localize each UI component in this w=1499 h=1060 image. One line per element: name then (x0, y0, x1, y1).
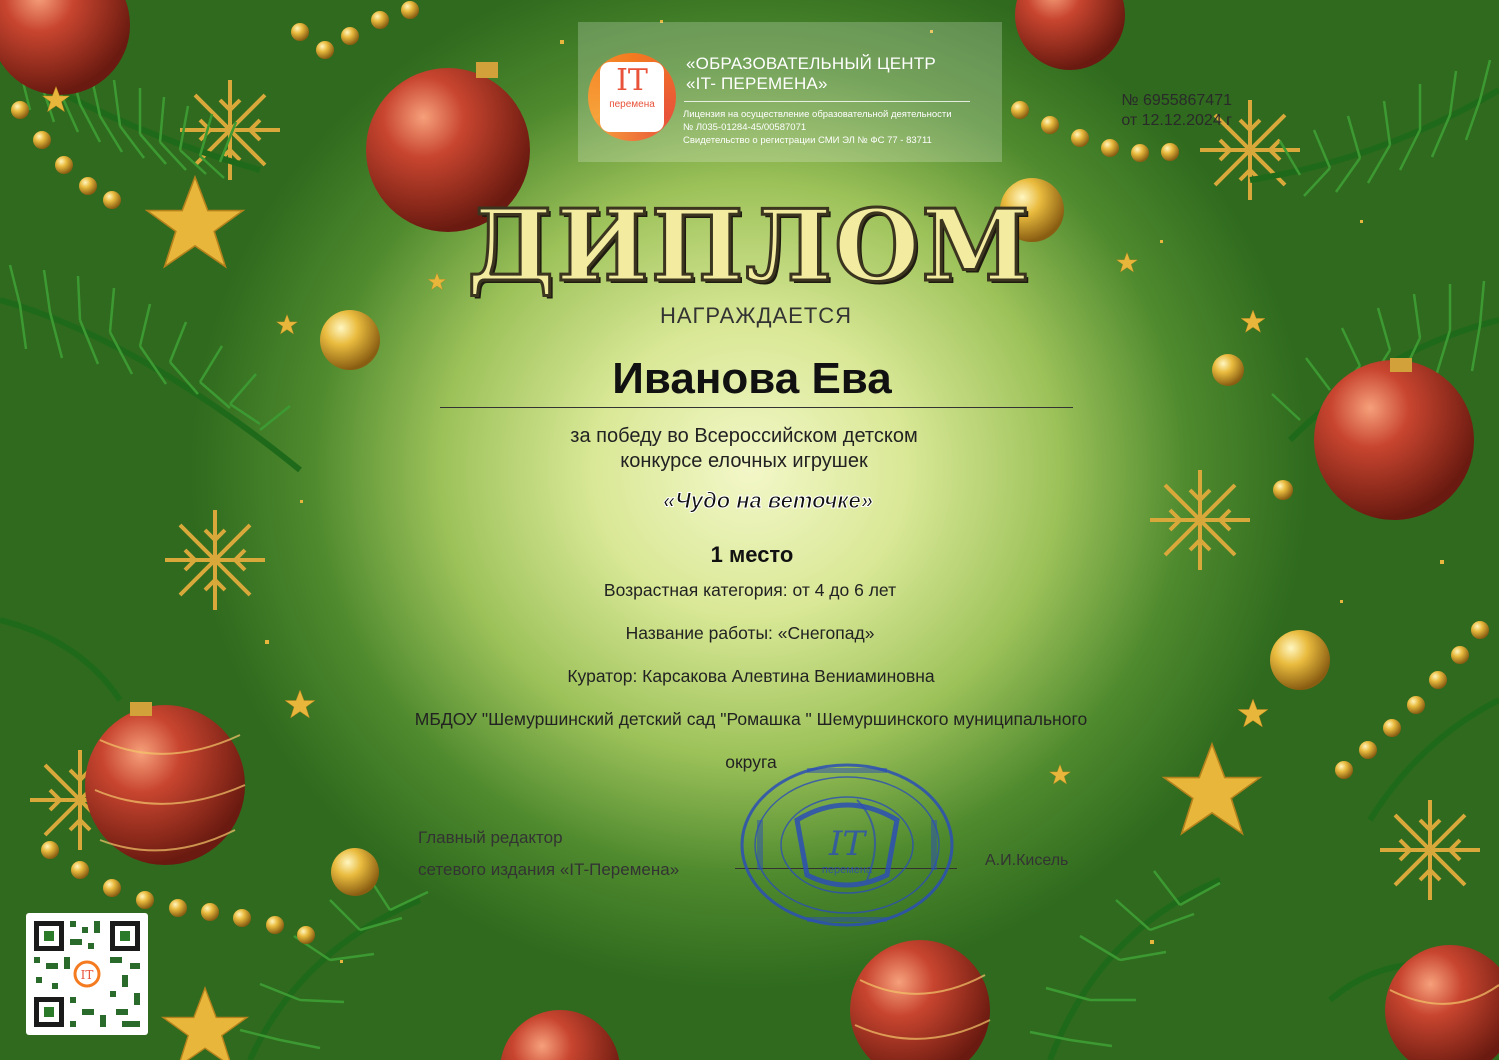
reason-line1: за победу во Всероссийском детском (570, 425, 918, 447)
header-divider (684, 101, 970, 102)
editor-title (418, 822, 679, 886)
certificate-date: от 12.12.2024 г (1121, 112, 1232, 129)
place-result: 1 место (710, 542, 794, 567)
logo-text: IT (616, 63, 648, 98)
license-number: № Л035-01284-45/00587071 (683, 122, 807, 133)
media-registration: Свидетельство о регистрации СМИ ЭЛ № ФС 77 - 83711 (683, 135, 932, 146)
certificate-number-block (1092, 91, 1232, 131)
signer-name: А.И.Кисель (985, 852, 1069, 869)
qr-code-icon (26, 913, 148, 1035)
official-stamp (737, 760, 957, 930)
awarded-label: НАГРАЖДАЕТСЯ (659, 303, 853, 328)
organization-line2: округа (725, 752, 777, 772)
work-title: Название работы: «Снегопад» (625, 623, 875, 643)
certificate-number: № 6955867471 (1121, 92, 1232, 109)
organization-line1: МБДОУ "Шемуршинский детский сад "Ромашка " Шемуршинского муниципального (414, 709, 1088, 729)
stamp-center-text: IT (828, 824, 866, 864)
editor-line2: сетевого издания «IT-Перемена» (418, 860, 680, 879)
organization-name (686, 54, 936, 94)
logo-subtext: перемена (609, 99, 655, 110)
age-category: Возрастная категория: от 4 до 6 лет (603, 580, 897, 600)
stamp-center-subtext: перемена (821, 864, 873, 876)
diploma-title: ДИПЛОМ (467, 189, 1032, 304)
winner-name: Иванова Ева (612, 354, 892, 403)
license-line: Лицензия на осуществление образовательной деятельности (683, 109, 952, 120)
curator: Куратор: Карсакова Алевтина Вениаминовна (567, 666, 935, 686)
award-reason (0, 424, 1488, 474)
snowflake-icon (1380, 800, 1480, 900)
org-name-line2: «IT- ПЕРЕМЕНА» (686, 74, 828, 93)
svg-text:IT: IT (80, 968, 94, 982)
reason-line2: конкурсе елочных игрушек (620, 450, 868, 472)
winner-underline (440, 407, 1073, 408)
contest-name: «Чудо на веточке» (663, 488, 873, 513)
license-info (683, 108, 952, 147)
editor-line1: Главный редактор (418, 828, 563, 847)
org-name-line1: «ОБРАЗОВАТЕЛЬНЫЙ ЦЕНТР (686, 54, 936, 73)
qr-code[interactable] (26, 913, 148, 1035)
